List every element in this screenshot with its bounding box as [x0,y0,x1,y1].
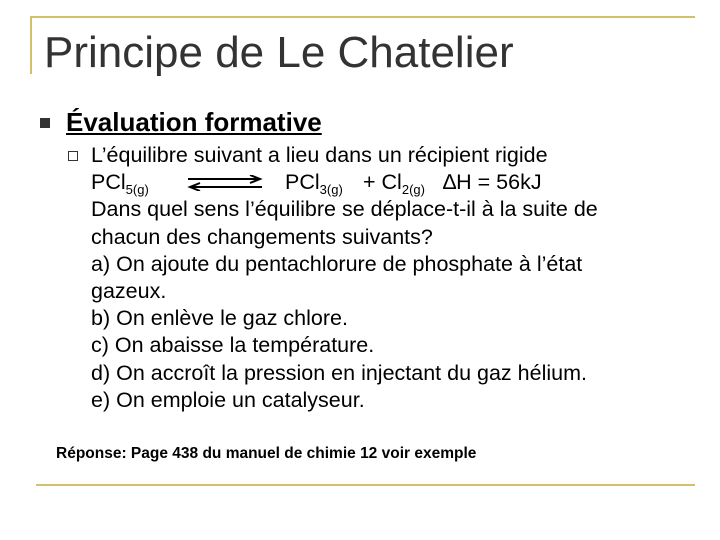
list-item: a) On ajoute du pentachlorure de phosphate à l’état [91,251,583,276]
list-item: b) On enlève le gaz chlore. [91,306,348,331]
intro-text: L’équilibre suivant a lieu dans un récipient rigide [91,143,548,167]
equilibrium-arrows-icon [186,175,264,191]
frame-left-rule [30,16,32,74]
question-line: chacun des changements suivants? [91,224,433,249]
list-item: gazeux. [91,279,167,303]
product-cl2: + $Cl_{2(g)}$ [363,170,425,198]
section-heading: Évaluation formative [66,107,322,137]
product-pcl3: PCl$_{3(g)}$ [285,170,343,198]
list-item: d) On accroît la pression en injectant du gaz hélium. [91,360,587,385]
square-bullet-icon [40,118,50,128]
slide-body [91,142,701,414]
list-item: c) On abaisse la température. [91,333,375,358]
frame-bottom-rule [36,484,695,486]
question-line: Dans quel sens l’équilibre se déplace-t-il à la suite de [91,197,598,222]
frame-top-rule [30,16,695,18]
hollow-square-bullet-icon [68,151,78,161]
enthalpy-value: ∆H = 56kJ [443,170,542,195]
reactant: PCl$_{5(g)}$ [91,170,149,198]
reaction-equation [91,169,701,196]
list-item: e) On emploie un catalyseur. [91,387,365,412]
answer-note: Réponse: Page 438 du manuel de chimie 12 voir exemple [56,445,477,462]
slide-title: Principe de Le Chatelier [44,28,514,77]
